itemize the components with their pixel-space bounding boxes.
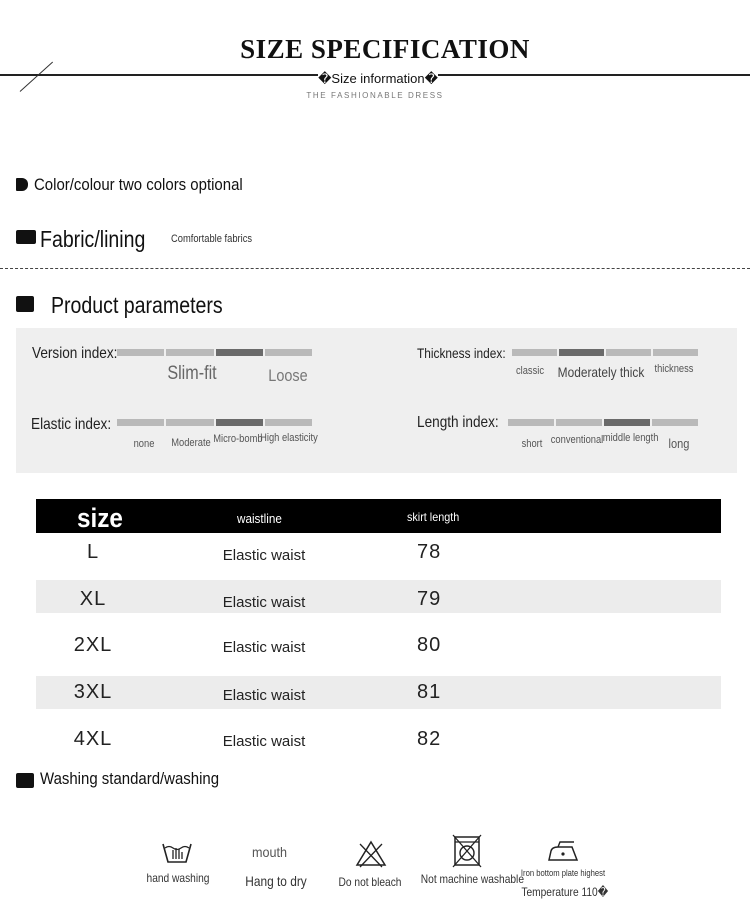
elastic-option: none [133, 438, 155, 450]
scale-segment [117, 349, 164, 356]
elastic-option: Micro-bomb [213, 433, 263, 445]
scale-segment [512, 349, 557, 356]
fabric-note: Comfortable fabrics [171, 233, 253, 245]
wash-label: Not machine washable [420, 872, 524, 886]
size-cell: L [86, 541, 100, 563]
version-option: Slim-fit [167, 363, 217, 384]
thickness-index-scale [512, 349, 698, 356]
scale-segment [653, 349, 698, 356]
length-index-scale [508, 419, 698, 426]
table-row-stripe [36, 676, 721, 709]
length-option: short [521, 438, 543, 450]
hang-dry-icon: mouth [251, 844, 287, 860]
scale-segment [652, 419, 698, 426]
scale-segment [265, 419, 312, 426]
no-machine-wash-icon [452, 834, 482, 868]
no-bleach-icon [354, 839, 388, 869]
header-rule-left [0, 74, 318, 76]
length-option: long [668, 436, 690, 451]
header-rule-right [438, 74, 750, 76]
washing-section-label: Washing standard/washing [40, 769, 220, 788]
waist-cell: Elastic waist [222, 733, 306, 750]
hand-wash-icon [160, 838, 194, 868]
iron-icon [546, 838, 580, 868]
scale-segment [117, 419, 164, 426]
waist-cell: Elastic waist [222, 594, 306, 611]
length-cell: 80 [417, 634, 442, 656]
wash-label: Do not bleach [338, 875, 402, 889]
version-index-scale [117, 349, 312, 356]
length-option: middle length [602, 432, 659, 444]
elastic-option: High elasticity [260, 432, 318, 444]
elastic-index-scale [117, 419, 312, 426]
size-cell: 3XL [73, 681, 113, 703]
size-cell: XL [79, 588, 107, 610]
version-index-label: Version index: [32, 345, 118, 362]
scale-segment [166, 349, 213, 356]
scale-segment [265, 349, 312, 356]
table-header-waistline: waistline [237, 511, 282, 526]
dotted-divider [0, 268, 750, 269]
page-subtitle: �Size information� [318, 71, 438, 86]
wash-label: Iron bottom plate highest [520, 868, 606, 878]
thickness-index-label: Thickness index: [417, 345, 506, 361]
version-option: Loose [268, 366, 308, 385]
table-header-size: size [77, 503, 123, 533]
thickness-option: classic [515, 365, 545, 377]
waist-cell: Elastic waist [222, 687, 306, 704]
scale-segment-selected [559, 349, 604, 356]
table-header-skirt-length: skirt length [407, 510, 460, 524]
thickness-option: thickness [654, 363, 694, 375]
wash-label-temperature: Temperature 110� [521, 885, 609, 899]
size-cell: 2XL [73, 634, 113, 656]
section-marker-icon [16, 178, 28, 191]
table-row-stripe [36, 580, 721, 613]
section-marker-icon [16, 773, 34, 788]
length-index-label: Length index: [417, 414, 499, 431]
scale-segment [556, 419, 602, 426]
scale-segment [166, 419, 213, 426]
length-cell: 78 [417, 541, 442, 563]
length-cell: 79 [417, 588, 442, 610]
section-marker-icon [16, 296, 34, 312]
scale-segment-selected [604, 419, 650, 426]
scale-segment [606, 349, 651, 356]
decorative-slash [20, 62, 53, 92]
wash-label: hand washing [146, 871, 210, 885]
color-section-label: Color/colour two colors optional [34, 175, 243, 194]
waist-cell: Elastic waist [222, 639, 306, 656]
thickness-option: Moderately thick [557, 364, 645, 380]
length-option: conventional [550, 434, 604, 446]
length-cell: 81 [417, 681, 442, 703]
params-section-label: Product parameters [51, 292, 223, 318]
fabric-section-label: Fabric/lining [40, 226, 146, 252]
size-cell: 4XL [73, 728, 113, 750]
length-cell: 82 [417, 728, 442, 750]
page-tagline: THE FASHIONABLE DRESS [306, 91, 444, 100]
size-table-header [36, 499, 721, 533]
waist-cell: Elastic waist [222, 547, 306, 564]
elastic-option: Moderate [171, 437, 211, 449]
scale-segment [508, 419, 554, 426]
section-marker-icon [16, 230, 36, 244]
page-title: SIZE SPECIFICATION [240, 34, 530, 64]
scale-segment-selected [216, 349, 263, 356]
elastic-index-label: Elastic index: [31, 416, 112, 433]
scale-segment-selected [216, 419, 263, 426]
wash-label: Hang to dry [245, 873, 307, 889]
